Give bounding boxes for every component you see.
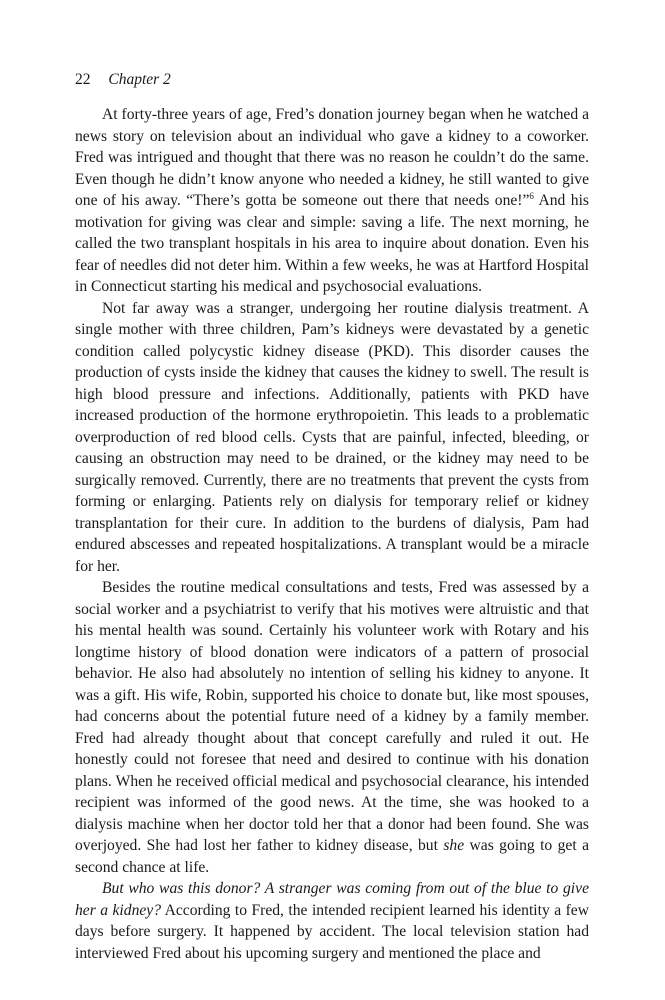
text-run: Not far away was a stranger, undergoing her routine dialysis treatment. A single mother with three children, Pam’s kidneys were devastated by a genetic condition called polycystic kidney disease (PKD). This disorder causes the production of cysts inside the kidney that causes the kidney to swell. The result is high blood pressure and infections. Additionally, patients with PKD have increased production of the hormone erythropoietin. This leads to a problematic overproduction of red blood cells. Cysts that are painful, infected, bleeding, or causing an obstruction may need to be drained, or the kidney may need to be surgically removed. Currently, there are no treatments that prevent the cysts from forming or enlarging. Patients rely on dialysis for temporary relief or kidney transplantation for their cure. In addition to the burdens of dialysis, Pam had endured abscesses and repeated hospitalizations. A transplant would be a miracle for her. — [75, 299, 589, 575]
text-run: And his motivation for giving was clear and simple: saving a life. The next morning, he called the two transplant hospitals in his area to inquire about donation. Even his fear of needles did not deter him. Within a few weeks, he was at Hartford Hospital in Connecticut starting his medical and psychosocial evaluations. — [75, 192, 589, 295]
paragraph — [75, 298, 589, 578]
emphasis-text: But who was this donor? A stranger was coming from out of the blue to give her a kidney? — [75, 880, 589, 919]
paragraph — [75, 577, 589, 878]
paragraph — [75, 104, 589, 298]
text-run: At forty-three years of age, Fred’s donation journey began when he watched a news story on television about an individual who gave a kidney to a coworker. Fred was intrigued and thought that there was no reason he couldn’t do the same. Even though he didn’t know anyone who needed a kidney, he still wanted to give one of his away. “There’s gotta be someone out there that needs one!” — [75, 106, 589, 209]
chapter-title: Chapter 2 — [108, 71, 171, 88]
footnote-reference[interactable]: 6 — [529, 191, 534, 201]
running-header — [75, 70, 171, 90]
body-text — [75, 104, 589, 964]
text-run: was going to get a second chance at life. — [75, 837, 589, 876]
paragraph — [75, 878, 589, 964]
text-run: According to Fred, the intended recipient learned his identity a few days before surgery. It happened by accident. The local television station had interviewed Fred about his upcoming surgery and mentioned the place and — [75, 901, 589, 962]
emphasis-text: she — [443, 837, 465, 854]
text-run: Besides the routine medical consultations and tests, Fred was assessed by a social worker and a psychiatrist to verify that his motives were altruistic and that his mental health was sound. Certainly his volunteer work with Rotary and his longtime history of blood donation were indicators of a pattern of prosocial behavior. He also had absolutely no intention of selling his kidney to anyone. It was a gift. His wife, Robin, supported his choice to donate but, like most spouses, had concerns about the potential future need of a kidney by a family member. Fred had already thought about that concept carefully and ruled it out. He honestly could not foresee that need and desired to continue with his donation plans. When he received official medical and psychosocial clearance, his intended recipient was informed of the good news. At the time, she was hooked to a dialysis machine when her doctor told her that a donor had been found. She was overjoyed. She had lost her father to kidney disease, but — [75, 579, 589, 854]
page-number: 22 — [75, 71, 91, 88]
